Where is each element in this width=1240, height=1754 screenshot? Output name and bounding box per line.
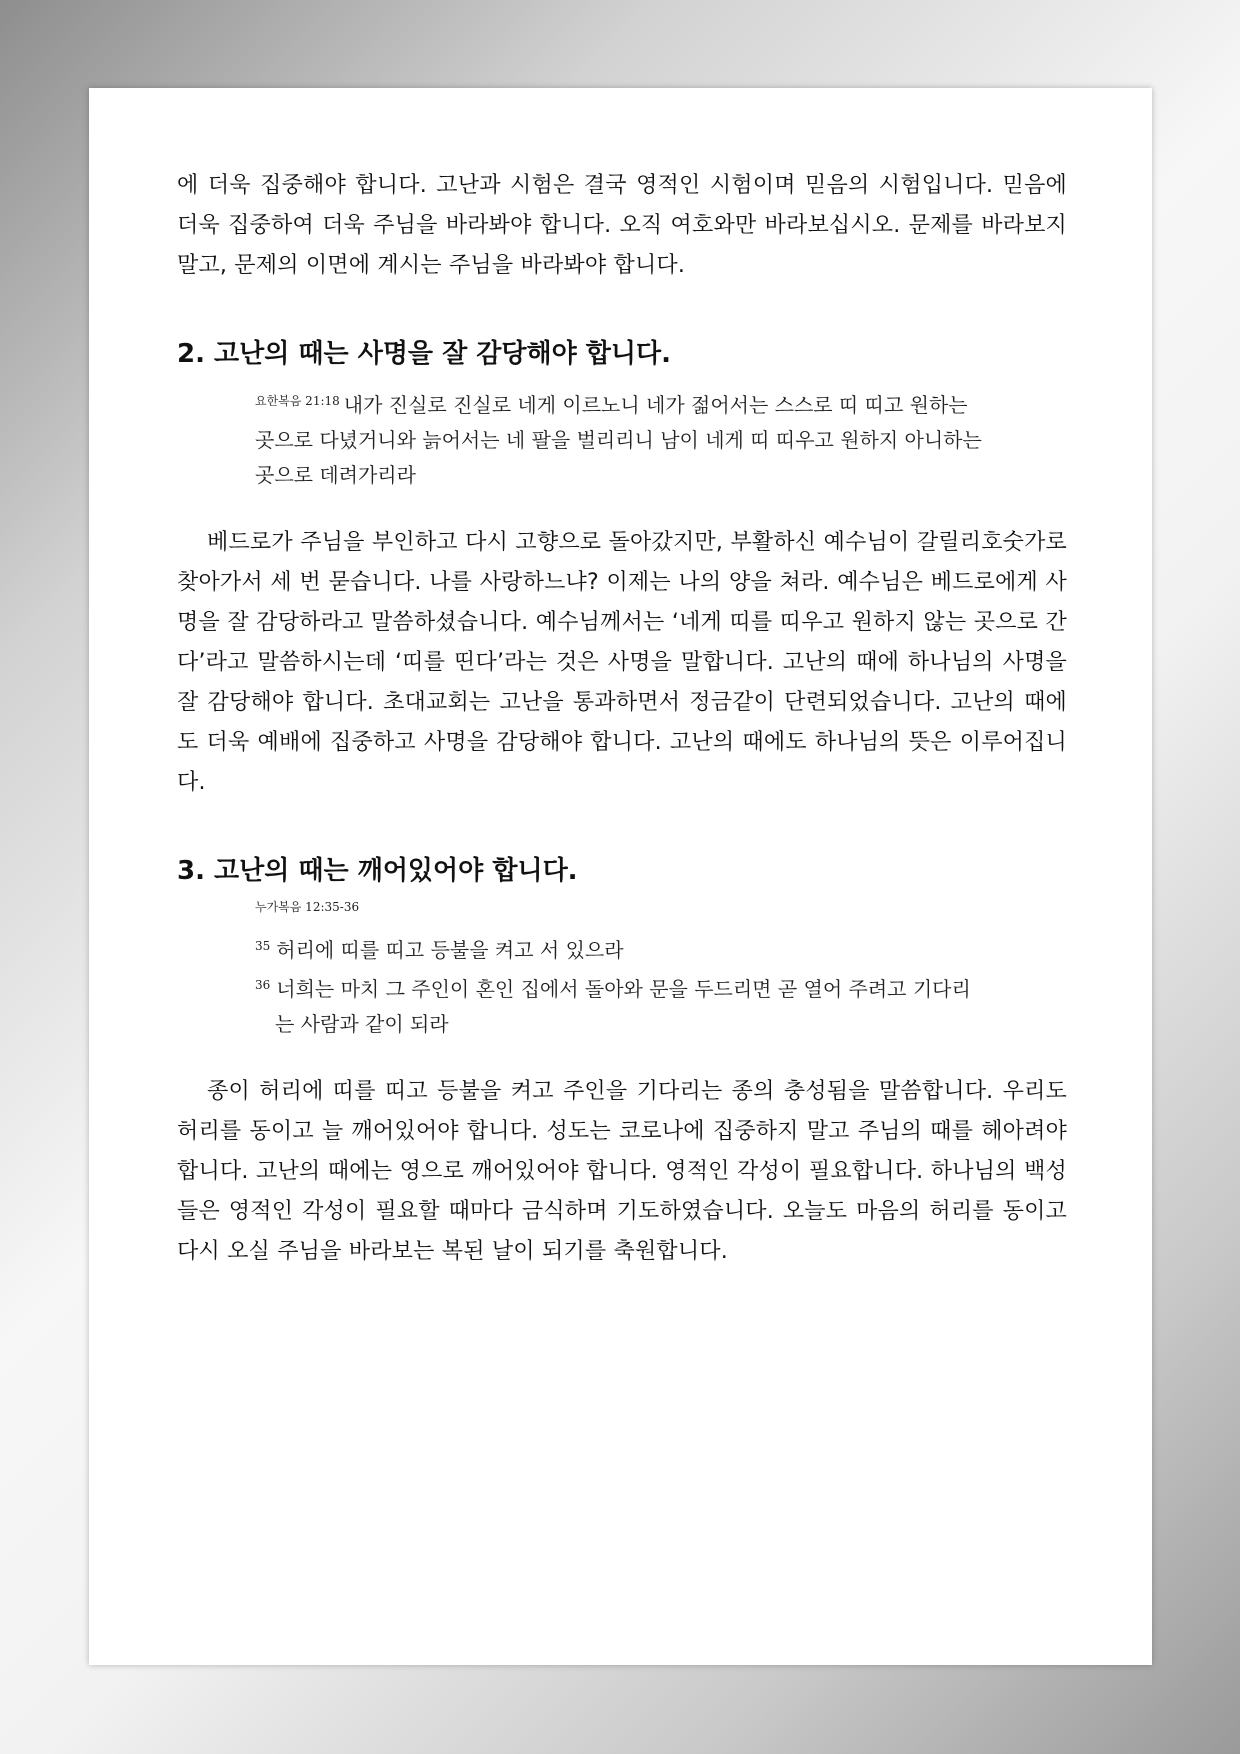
section-2-body: 베드로가 주님을 부인하고 다시 고향으로 돌아갔지만, 부활하신 예수님이 갈릴리호숫가로 찾아가서 세 번 묻습니다. 나를 사랑하느냐? 이제는 나의 양을 쳐라. 예수님은 베드로에게 사명을 잘 감당하라고 말씀하셨습니다. 예수님께서는 ‘네게 띠를 띠우고 원하지 않는 곳으로 간다’라고 말씀하시는데 ‘띠를 띤다’라는 것은 사명을 말합니다. 고난의 때에 하나님의 사명을 잘 감당해야 합니다. 초대교회는 고난을 통과하면서 정금같이 단련되었습니다. 고난의 때에도 더욱 예배에 집중하고 사명을 감당해야 합니다. 고난의 때에도 하나님의 뜻은 이루어집니다. xyxy=(177,530,1067,795)
section-2-verse-text: 내가 진실로 진실로 네게 이르노니 네가 젊어서는 스스로 띠 띠고 원하는 곳으로 다녔거니와 늙어서는 네 팔을 벌리리니 남이 네게 띠 띠우고 원하지 아니하는 곳으로 데려가리라 xyxy=(255,393,982,487)
verse-number: 36 xyxy=(255,978,271,992)
section-3-heading: 3. 고난의 때는 깨어있어야 합니다. xyxy=(177,856,578,886)
section-3-scripture xyxy=(255,897,990,1042)
document-page xyxy=(89,88,1152,1665)
page-content xyxy=(177,166,1067,1272)
verse-number: 35 xyxy=(255,939,271,953)
section-2-scripture xyxy=(255,384,990,493)
verse-text: 너희는 마치 그 주인이 혼인 집에서 돌아와 문을 두드리면 곧 열어 주려고 기다리는 사람과 같이 되라 xyxy=(275,977,971,1036)
section-3-verse-reference: 누가복음 12:35-36 xyxy=(255,900,360,914)
section-3-verse-35 xyxy=(255,929,990,968)
verse-text: 허리에 띠를 띠고 등불을 켜고 서 있으라 xyxy=(276,938,624,962)
section-2-heading: 2. 고난의 때는 사명을 잘 감당해야 합니다. xyxy=(177,339,672,369)
section-3-body: 종이 허리에 띠를 띠고 등불을 켜고 주인을 기다리는 종의 충성됨을 말씀합니다. 우리도 허리를 동이고 늘 깨어있어야 합니다. 성도는 코로나에 집중하지 말고 주님의 때를 헤아려야 합니다. 고난의 때에는 영으로 깨어있어야 합니다. 영적인 각성이 필요합니다. 하나님의 백성들은 영적인 각성이 필요할 때마다 금식하며 기도하였습니다. 오늘도 마음의 허리를 동이고 다시 오실 주님을 바라보는 복된 날이 되기를 축원합니다. xyxy=(177,1079,1067,1264)
intro-paragraph: 에 더욱 집중해야 합니다. 고난과 시험은 결국 영적인 시험이며 믿음의 시험입니다. 믿음에 더욱 집중하여 더욱 주님을 바라봐야 합니다. 오직 여호와만 바라보십시오. 문제를 바라보지 말고, 문제의 이면에 계시는 주님을 바라봐야 합니다. xyxy=(177,173,1067,278)
section-3-verse-36 xyxy=(255,968,990,1042)
section-2-verse-reference: 요한복음 21:18 xyxy=(255,394,340,408)
